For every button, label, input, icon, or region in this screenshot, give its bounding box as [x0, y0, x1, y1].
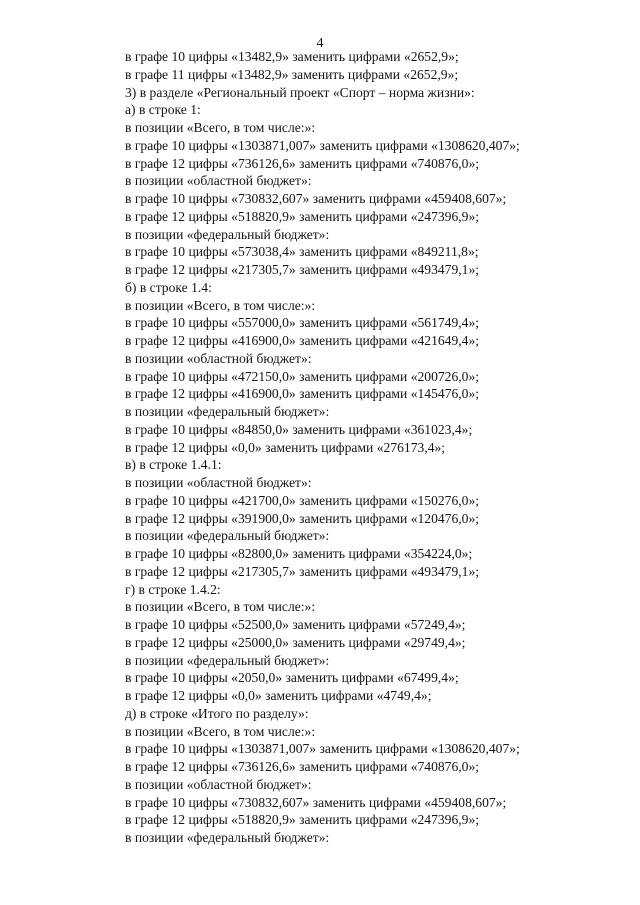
text-line: в графе 10 цифры «573038,4» заменить цифрами «849211,8»; — [125, 244, 479, 260]
text-line: в) в строке 1.4.1: — [125, 457, 222, 473]
text-line: в графе 10 цифры «1303871,007» заменить цифрами «1308620,407»; — [125, 137, 520, 153]
text-line: в графе 12 цифры «0,0» заменить цифрами «276173,4»; — [125, 439, 446, 455]
text-line: в графе 12 цифры «391900,0» заменить цифрами «120476,0»; — [125, 510, 480, 526]
text-line: г) в строке 1.4.2: — [125, 581, 221, 597]
text-line: в позиции «областной бюджет»: — [125, 173, 312, 189]
text-line: в графе 12 цифры «217305,7» заменить цифрами «493479,1»; — [125, 262, 480, 277]
amendment-lines — [125, 48, 635, 847]
text-line: 3) в разделе «Региональный проект «Спорт – норма жизни»: — [125, 84, 475, 100]
text-line: в графе 12 цифры «0,0» заменить цифрами «4749,4»; — [125, 688, 432, 703]
page-number: 4 — [316, 36, 324, 51]
text-line: в позиции «Всего, в том числе:»: — [125, 723, 316, 739]
text-line: в позиции «Всего, в том числе:»: — [125, 120, 316, 135]
text-line: в позиции «федеральный бюджет»: — [125, 830, 330, 845]
text-line: в позиции «Всего, в том числе:»: — [125, 599, 316, 615]
text-line: в графе 10 цифры «52500,0» заменить цифрами «57249,4»; — [125, 617, 466, 632]
text-line: в графе 10 цифры «730832,607» заменить цифрами «459408,607»; — [125, 191, 507, 206]
text-line: в графе 10 цифры «82800,0» заменить цифрами «354224,0»; — [125, 546, 473, 561]
text-line: в позиции «федеральный бюджет»: — [125, 226, 330, 242]
text-line: в позиции «Всего, в том числе:»: — [125, 297, 316, 313]
text-line: в графе 10 цифры «2050,0» заменить цифрами «67499,4»; — [125, 670, 459, 686]
text-line: в графе 10 цифры «557000,0» заменить цифрами «561749,4»; — [125, 315, 480, 331]
text-line: в графе 10 цифры «1303871,007» заменить цифрами «1308620,407»; — [125, 741, 520, 757]
text-line: в графе 12 цифры «416900,0» заменить цифрами «145476,0»; — [125, 386, 480, 402]
text-line: в графе 12 цифры «736126,6» заменить цифрами «740876,0»; — [125, 155, 480, 171]
text-line: в графе 12 цифры «736126,6» заменить цифрами «740876,0»; — [125, 759, 480, 774]
text-line: в позиции «федеральный бюджет»: — [125, 404, 330, 419]
text-line: в позиции «федеральный бюджет»: — [125, 528, 330, 544]
text-line: б) в строке 1.4: — [125, 279, 212, 295]
text-line: в графе 11 цифры «13482,9» заменить цифрами «2652,9»; — [125, 66, 459, 82]
text-line: в графе 10 цифры «421700,0» заменить цифрами «150276,0»; — [125, 492, 480, 508]
text-line: в позиции «областной бюджет»: — [125, 776, 312, 792]
text-line: в графе 10 цифры «13482,9» заменить цифрами «2652,9»; — [125, 49, 459, 64]
text-line: в графе 12 цифры «416900,0» заменить цифрами «421649,4»; — [125, 333, 480, 348]
text-line: в графе 10 цифры «730832,607» заменить цифрами «459408,607»; — [125, 794, 507, 810]
text-line: в позиции «федеральный бюджет»: — [125, 652, 330, 668]
text-line: а) в строке 1: — [125, 102, 201, 118]
text-line: в графе 12 цифры «25000,0» заменить цифрами «29749,4»; — [125, 634, 466, 650]
text-line: в графе 10 цифры «84850,0» заменить цифрами «361023,4»; — [125, 421, 473, 437]
text-line: в графе 12 цифры «217305,7» заменить цифрами «493479,1»; — [125, 563, 480, 579]
text-line: в графе 12 цифры «518820,9» заменить цифрами «247396,9»; — [125, 208, 480, 224]
text-line: в графе 10 цифры «472150,0» заменить цифрами «200726,0»; — [125, 368, 480, 384]
text-line: в позиции «областной бюджет»: — [125, 350, 312, 366]
text-line: в графе 12 цифры «518820,9» заменить цифрами «247396,9»; — [125, 812, 480, 828]
text-line: в позиции «областной бюджет»: — [125, 475, 312, 490]
text-line: д) в строке «Итого по разделу»: — [125, 705, 309, 721]
